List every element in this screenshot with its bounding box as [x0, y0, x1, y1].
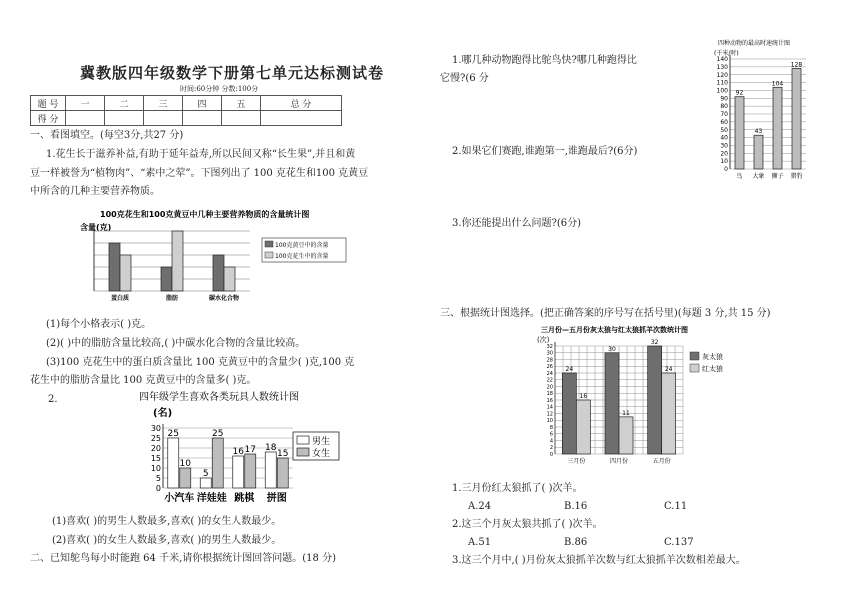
wolf-legend-label-red: 红太狼: [702, 365, 723, 373]
q1-text-line: 豆一样被誉为“植物肉”、“素中之荤”。下图列出了 100 克花生和100 克黄豆: [30, 168, 369, 179]
x-category-label: 猎豹: [790, 173, 803, 180]
y-tick-label: 26: [546, 364, 553, 370]
y-tick-label: 20: [150, 443, 161, 453]
data-label: 104: [771, 80, 784, 88]
y-tick-label: 0: [155, 483, 161, 493]
s3-q2-option-b: B.86: [564, 537, 588, 548]
bar-五月份-灰太狼: [648, 346, 662, 454]
x-category-label: 鸟: [736, 173, 743, 180]
y-tick-label: 5: [155, 473, 161, 483]
score-input-cell[interactable]: [183, 111, 222, 126]
bar-洋娃娃-男生: [200, 478, 211, 488]
y-tick-label: 22: [546, 377, 553, 384]
y-tick-label: 25: [150, 433, 161, 443]
data-label: 43: [754, 128, 763, 136]
bar-蛋白质-100克黄豆中的含量: [109, 243, 120, 291]
bar-四月份-红太狼: [619, 417, 633, 454]
bar-跳棋-男生: [233, 456, 244, 488]
bar-碳水化合物-100克花生中的含量: [224, 267, 235, 291]
x-category-label: 小汽车: [164, 493, 195, 504]
score-cell: 三: [144, 96, 183, 111]
score-table: [30, 95, 342, 126]
q1-text-line: 1.花生长于滋养补益,有助于延年益寿,所以民间又称“长生果”,并且和黄: [46, 149, 356, 160]
s3-q2: 2.这三个月灰太狼共抓了( )次羊。: [452, 519, 603, 530]
x-category-label: 蛋白质: [110, 295, 130, 302]
data-label: 128: [790, 61, 803, 69]
bar-脂肪-100克花生中的含量: [172, 231, 183, 291]
data-label: 25: [167, 429, 179, 439]
y-tick-label: 110: [716, 79, 728, 87]
section2-heading: 二、已知鸵鸟每小时能跑 64 千米,请你根据统计图回答问题。(18 分): [30, 553, 336, 564]
s2-q1-line1: 1.哪几种动物跑得比鸵鸟快?哪几种跑得比: [452, 55, 637, 66]
y-tick-label: 120: [716, 71, 728, 79]
s2-q2: 2.如果它们赛跑,谁跑第一,谁跑最后?(6分): [452, 146, 638, 157]
toys-chart: [135, 388, 360, 504]
nutrient-legend-swatch-peanut: [265, 252, 273, 258]
data-label: 25: [212, 429, 224, 439]
s2-q1-line2: 它慢?(6 分: [440, 73, 489, 84]
data-label: 18: [265, 443, 277, 453]
bar-洋娃娃-女生: [212, 438, 223, 488]
animal-speed-chart: [710, 36, 830, 180]
toys-legend-label-girl: 女生: [312, 449, 331, 459]
q1-sub-3: (3)100 克花生中的蛋白质含量比 100 克黄豆中的含量少( )克,100 克: [46, 357, 355, 368]
score-input-cell[interactable]: [144, 111, 183, 126]
bar-小汽车-女生: [180, 468, 191, 488]
nutrient-legend-swatch-soy: [265, 241, 273, 247]
nutrient-chart-title: 100克花生和100克黄豆中几种主要营养物质的含量统计图: [100, 210, 310, 219]
y-tick-label: 10: [150, 463, 161, 473]
y-tick-label: 50: [720, 126, 728, 134]
y-tick-label: 28: [546, 357, 553, 364]
data-label: 92: [735, 89, 744, 97]
score-cell: 四: [183, 96, 222, 111]
wolf-chart: [535, 322, 750, 474]
y-tick-label: 20: [720, 150, 728, 158]
bar-鸟-value: [735, 97, 744, 169]
toys-chart-title: 四年级学生喜欢各类玩具人数统计图: [139, 392, 299, 403]
x-category-label: 大象: [752, 173, 765, 180]
nutrient-legend-label-peanut: 100克花生中的含量: [275, 253, 329, 260]
y-tick-label: 15: [150, 453, 161, 463]
score-input-cell[interactable]: [105, 111, 144, 126]
score-cell: 得 分: [31, 111, 66, 126]
q2-number: 2.: [48, 394, 58, 405]
wolf-legend-swatch-red: [690, 364, 699, 372]
wolf-chart-ylabel: (次): [537, 336, 550, 344]
data-label: 32: [650, 339, 659, 346]
page-subtitle: 时间:60分钟 分数:100分: [180, 85, 259, 93]
data-label: 10: [179, 459, 191, 469]
x-category-label: 四月份: [609, 458, 629, 465]
x-category-label: 跳棋: [234, 493, 255, 504]
y-tick-label: 4: [549, 438, 553, 445]
y-tick-label: 30: [150, 423, 161, 433]
score-input-cell[interactable]: [222, 111, 261, 126]
data-label: 15: [277, 449, 289, 459]
y-tick-label: 8: [549, 424, 553, 431]
score-input-cell[interactable]: [261, 111, 342, 126]
toys-legend-swatch-girl: [297, 448, 309, 456]
y-tick-label: 20: [546, 384, 553, 391]
q1-sub-1: (1)每个小格表示( )克。: [46, 319, 152, 330]
bar-跳棋-女生: [245, 454, 256, 488]
y-tick-label: 10: [720, 158, 728, 166]
toys-chart-ylabel: (名): [153, 408, 173, 419]
q2-sub-2: (2)喜欢( )的女生人数最多,喜欢( )的男生人数最少。: [52, 535, 282, 546]
data-label: 24: [664, 366, 673, 373]
y-tick-label: 2: [549, 445, 553, 451]
page-title: 冀教版四年级数学下册第七单元达标测试卷: [80, 64, 385, 82]
bar-大象-value: [754, 135, 763, 169]
data-label: 16: [579, 393, 588, 400]
y-tick-label: 140: [716, 56, 728, 64]
y-tick-label: 80: [720, 103, 728, 111]
score-cell: 总 分: [261, 96, 342, 111]
score-cell: 题 号: [31, 96, 66, 111]
y-tick-label: 30: [720, 142, 728, 150]
score-table-header-row: [31, 96, 342, 111]
q1-sub-3-cont: 花生中的脂肪含量比 100 克黄豆中的含量多( )克。: [30, 375, 257, 386]
score-table-score-row: [31, 111, 342, 126]
data-label: 5: [202, 469, 209, 479]
data-label: 24: [565, 366, 574, 373]
x-category-label: 脂肪: [165, 295, 179, 302]
y-tick-label: 6: [549, 431, 553, 438]
score-cell: 二: [105, 96, 144, 111]
bar-狮子-value: [773, 87, 782, 169]
animal-chart-ylabel: (千米/时): [714, 50, 739, 57]
s3-q2-option-a: A.51: [468, 537, 492, 548]
y-tick-label: 100: [716, 87, 728, 95]
toys-legend-swatch-boy: [297, 436, 309, 444]
y-tick-label: 10: [546, 418, 553, 424]
animal-chart-title: 四种动物的最高时速统计图: [718, 40, 791, 47]
y-tick-label: 30: [546, 350, 553, 357]
nutrient-chart: [78, 205, 368, 309]
y-tick-label: 18: [546, 391, 553, 397]
bar-五月份-红太狼: [662, 373, 676, 454]
s3-q3: 3.这三个月中,( )月份灰太狼抓羊次数与红太狼抓羊次数相差最大。: [452, 555, 746, 566]
bar-脂肪-100克黄豆中的含量: [161, 267, 172, 291]
wolf-legend-swatch-grey: [690, 352, 699, 360]
section3-heading: 三、根据统计图选择。(把正确答案的序号写在括号里)(每题 3 分,共 15 分): [440, 308, 771, 319]
y-tick-label: 90: [720, 95, 728, 103]
bar-三月份-灰太狼: [562, 373, 576, 454]
y-tick-label: 60: [720, 118, 728, 126]
bar-三月份-红太狼: [576, 400, 590, 454]
data-label: 17: [244, 445, 256, 455]
s3-q1-option-a: A.24: [468, 501, 492, 512]
s3-q1: 1.三月份红太狼抓了( )次羊。: [452, 483, 583, 494]
bar-四月份-灰太狼: [605, 353, 619, 454]
x-category-label: 碳水化合物: [208, 295, 240, 302]
s3-q2-option-c: C.137: [664, 537, 694, 548]
q2-sub-1: (1)喜欢( )的男生人数最多,喜欢( )的女生人数最少。: [52, 516, 282, 527]
x-category-label: 三月份: [567, 458, 586, 465]
y-tick-label: 16: [546, 397, 553, 404]
score-cell: 一: [66, 96, 105, 111]
s2-q3: 3.你还能提出什么问题?(6分): [452, 218, 582, 229]
x-category-label: 五月份: [652, 458, 671, 465]
toys-legend-label-boy: 男生: [312, 437, 331, 447]
x-category-label: 洋娃娃: [196, 493, 227, 504]
score-input-cell[interactable]: [66, 111, 105, 126]
y-tick-label: 24: [546, 370, 553, 377]
bar-猎豹-value: [792, 68, 801, 169]
bar-蛋白质-100克花生中的含量: [120, 255, 131, 291]
nutrient-legend-label-soy: 100克黄豆中的含量: [275, 242, 329, 249]
y-tick-label: 0: [724, 166, 728, 174]
y-tick-label: 130: [716, 63, 728, 71]
nutrient-chart-ylabel: 含量(克): [80, 223, 112, 232]
y-tick-label: 12: [546, 411, 553, 418]
q1-text-line: 中所含的几种主要营养物质。: [30, 186, 160, 197]
x-category-label: 拼图: [266, 493, 287, 504]
wolf-legend-label-grey: 灰太狼: [702, 353, 723, 361]
s3-q1-option-b: B.16: [564, 501, 588, 512]
data-label: 11: [622, 409, 630, 417]
y-tick-label: 70: [720, 111, 728, 119]
y-tick-label: 32: [546, 343, 553, 350]
s3-q1-option-c: C.11: [664, 501, 688, 512]
wolf-chart-title: 三月份—五月份灰太狼与红太狼抓羊次数统计图: [541, 326, 688, 334]
y-tick-label: 40: [720, 134, 728, 142]
data-label: 30: [608, 345, 616, 353]
q1-sub-2: (2)( )中的脂肪含量比较高,( )中碳水化合物的含量比较高。: [46, 338, 306, 349]
section1-heading: 一、看图填空。(每空3分,共27 分): [30, 130, 184, 141]
bar-小汽车-男生: [168, 438, 179, 488]
bar-拼图-女生: [277, 458, 288, 488]
bar-拼图-男生: [265, 452, 276, 488]
y-tick-label: 14: [546, 404, 553, 411]
bar-碳水化合物-100克黄豆中的含量: [213, 255, 224, 291]
score-cell: 五: [222, 96, 261, 111]
y-tick-label: 0: [549, 451, 553, 458]
x-category-label: 狮子: [771, 173, 784, 180]
data-label: 16: [232, 447, 244, 457]
